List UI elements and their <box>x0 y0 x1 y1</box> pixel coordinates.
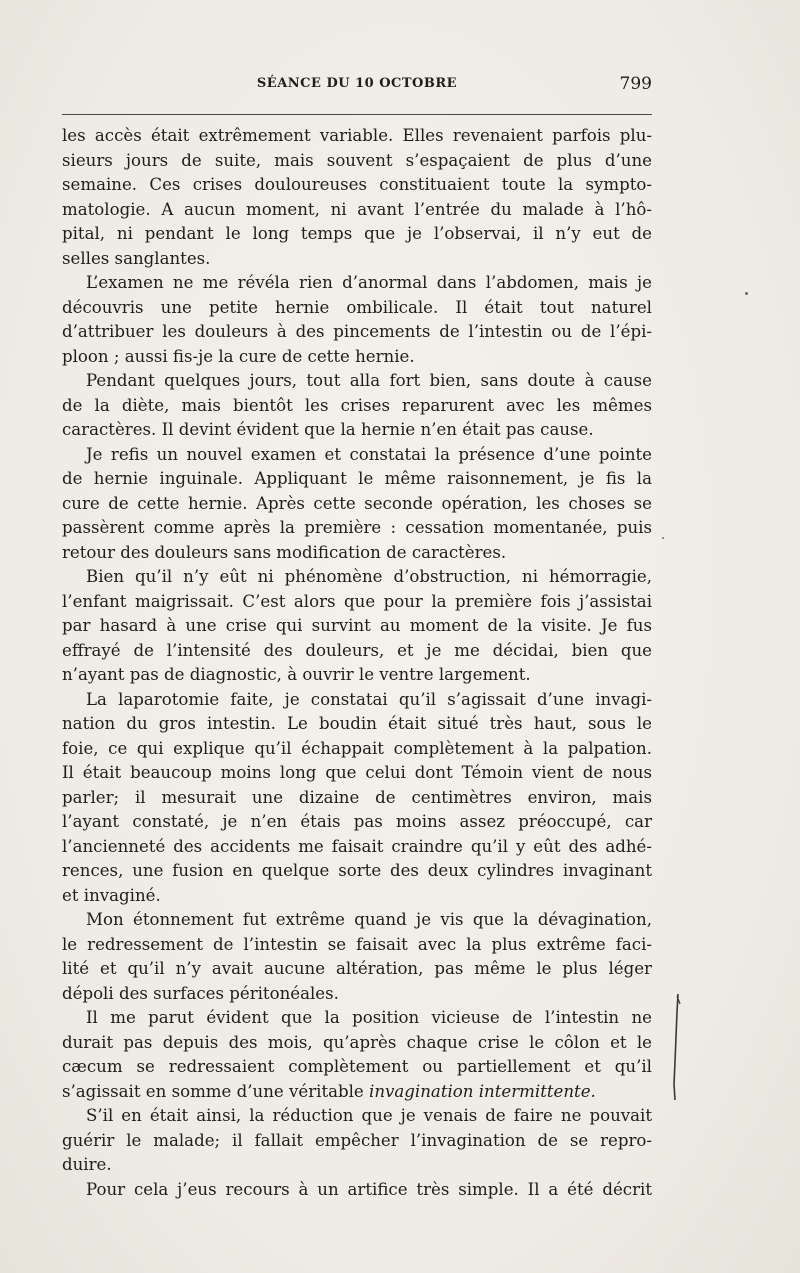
text-line: le redressement de l’intestin se faisait avec la plus extrême faci- <box>62 934 652 954</box>
paragraph-1 <box>62 124 652 271</box>
paragraph-7 <box>62 908 652 1006</box>
text-line: de la diète, mais bientôt les crises reparurent avec les mêmes <box>62 395 652 415</box>
text-line: matologie. A aucun moment, ni avant l’entrée du malade à l’hô- <box>62 199 652 219</box>
text-line: L’examen ne me révéla rien d’anormal dans l’abdomen, mais je <box>86 273 652 292</box>
text-segment: s’agissait en somme d’une véritable <box>62 1081 364 1101</box>
text-line: effrayé de l’intensité des douleurs, et je me décidai, bien que <box>62 640 652 660</box>
text-line: et invaginé. <box>62 885 161 905</box>
text-line: Je refis un nouvel examen et constatai la présence d’une pointe <box>86 444 652 464</box>
text-line: l’ancienneté des accidents me faisait craindre qu’il y eût des adhé- <box>62 836 652 856</box>
text-line: cure de cette hernie. Après cette seconde opération, les choses se <box>62 493 652 513</box>
paragraph-8 <box>62 1006 652 1104</box>
text-line: Mon étonnement fut extrême quand je vis que la dévagination, <box>86 910 652 929</box>
text-line: durait pas depuis des mois, qu’après chaque crise le côlon et le <box>62 1032 652 1052</box>
text-line: dépoli des surfaces péritonéales. <box>62 983 339 1003</box>
text-line: caractères. Il devint évident que la hernie n’en était pas cause. <box>62 420 594 439</box>
text-line: les accès était extrêmement variable. Elles revenaient parfois plu- <box>62 126 652 145</box>
text-line: guérir le malade; il fallait empêcher l’invagination de se repro- <box>62 1130 652 1150</box>
text-line: duire. <box>62 1155 112 1174</box>
paper-speck <box>662 537 664 539</box>
page-header <box>62 70 652 100</box>
text-line: La laparotomie faite, je constatai qu’il s’agissait d’une invagi- <box>86 689 652 709</box>
paper-speck <box>745 292 748 295</box>
page-number: 799 <box>619 74 652 94</box>
text-line: Pendant quelques jours, tout alla fort bien, sans doute à cause <box>86 371 652 390</box>
body-text <box>62 124 652 1202</box>
paragraph-10 <box>62 1178 652 1203</box>
paragraph-5 <box>62 565 652 688</box>
text-line: Bien qu’il n’y eût ni phénomène d’obstruction, ni hémorragie, <box>86 567 652 586</box>
text-line: semaine. Ces crises douloureuses constituaient toute la sympto- <box>62 175 652 194</box>
text-line: foie, ce qui explique qu’il échappait complètement à la palpation. <box>62 738 652 758</box>
text-line: cæcum se redressaient complètement ou partiellement et qu’il <box>62 1057 652 1076</box>
text-line-with-italic <box>62 1080 652 1105</box>
header-rule <box>62 114 652 115</box>
text-line: lité et qu’il n’y avait aucune altération, pas même le plus léger <box>62 959 652 978</box>
paragraph-6 <box>62 688 652 909</box>
text-line: découvris une petite hernie ombilicale. Il était tout naturel <box>62 297 652 317</box>
paragraph-4 <box>62 443 652 566</box>
running-title: SÉANCE DU 10 OCTOBRE <box>256 76 458 91</box>
text-line: de hernie inguinale. Appliquant le même raisonnement, je fis la <box>62 469 652 488</box>
text-line: par hasard à une crise qui survint au moment de la visite. Je fus <box>62 616 652 635</box>
text-line: d’attribuer les douleurs à des pincements de l’intestin ou de l’épi- <box>62 322 652 341</box>
text-line: passèrent comme après la première : cessation momentanée, puis <box>62 518 652 537</box>
text-line: l’ayant constaté, je n’en étais pas moins assez préoccupé, car <box>62 812 652 831</box>
text-line: selles sanglantes. <box>62 248 211 268</box>
text-line: Il était beaucoup moins long que celui dont Témoin vient de nous <box>62 763 652 782</box>
text-line: Pour cela j’eus recours à un artifice très simple. Il a été décrit <box>86 1179 652 1199</box>
text-line: retour des douleurs sans modification de caractères. <box>62 542 507 562</box>
text-line: ploon ; aussi fis-je la cure de cette hernie. <box>62 346 415 366</box>
text-line: sieurs jours de suite, mais souvent s’espaçaient de plus d’une <box>62 150 652 170</box>
text-line: Il me parut évident que la position vicieuse de l’intestin ne <box>86 1008 652 1027</box>
text-line: pital, ni pendant le long temps que je l’observai, il n’y eut de <box>62 224 652 243</box>
text-line: S’il en était ainsi, la réduction que je venais de faire ne pouvait <box>86 1106 652 1125</box>
paragraph-9 <box>62 1104 652 1178</box>
paragraph-3 <box>62 369 652 443</box>
paragraph-2 <box>62 271 652 369</box>
text-line: n’ayant pas de diagnostic, à ouvrir le ventre largement. <box>62 665 531 684</box>
text-line: rences, une fusion en quelque sorte des deux cylindres invaginant <box>62 861 652 880</box>
text-line: nation du gros intestin. Le boudin était situé très haut, sous le <box>62 714 652 733</box>
text-line: l’enfant maigrissait. C’est alors que pour la première fois j’assistai <box>62 591 652 611</box>
text-line: parler; il mesurait une dizaine de centimètres environ, mais <box>62 787 652 807</box>
margin-pencil-mark <box>672 992 682 1102</box>
italic-term: invagination intermittente. <box>369 1081 596 1101</box>
